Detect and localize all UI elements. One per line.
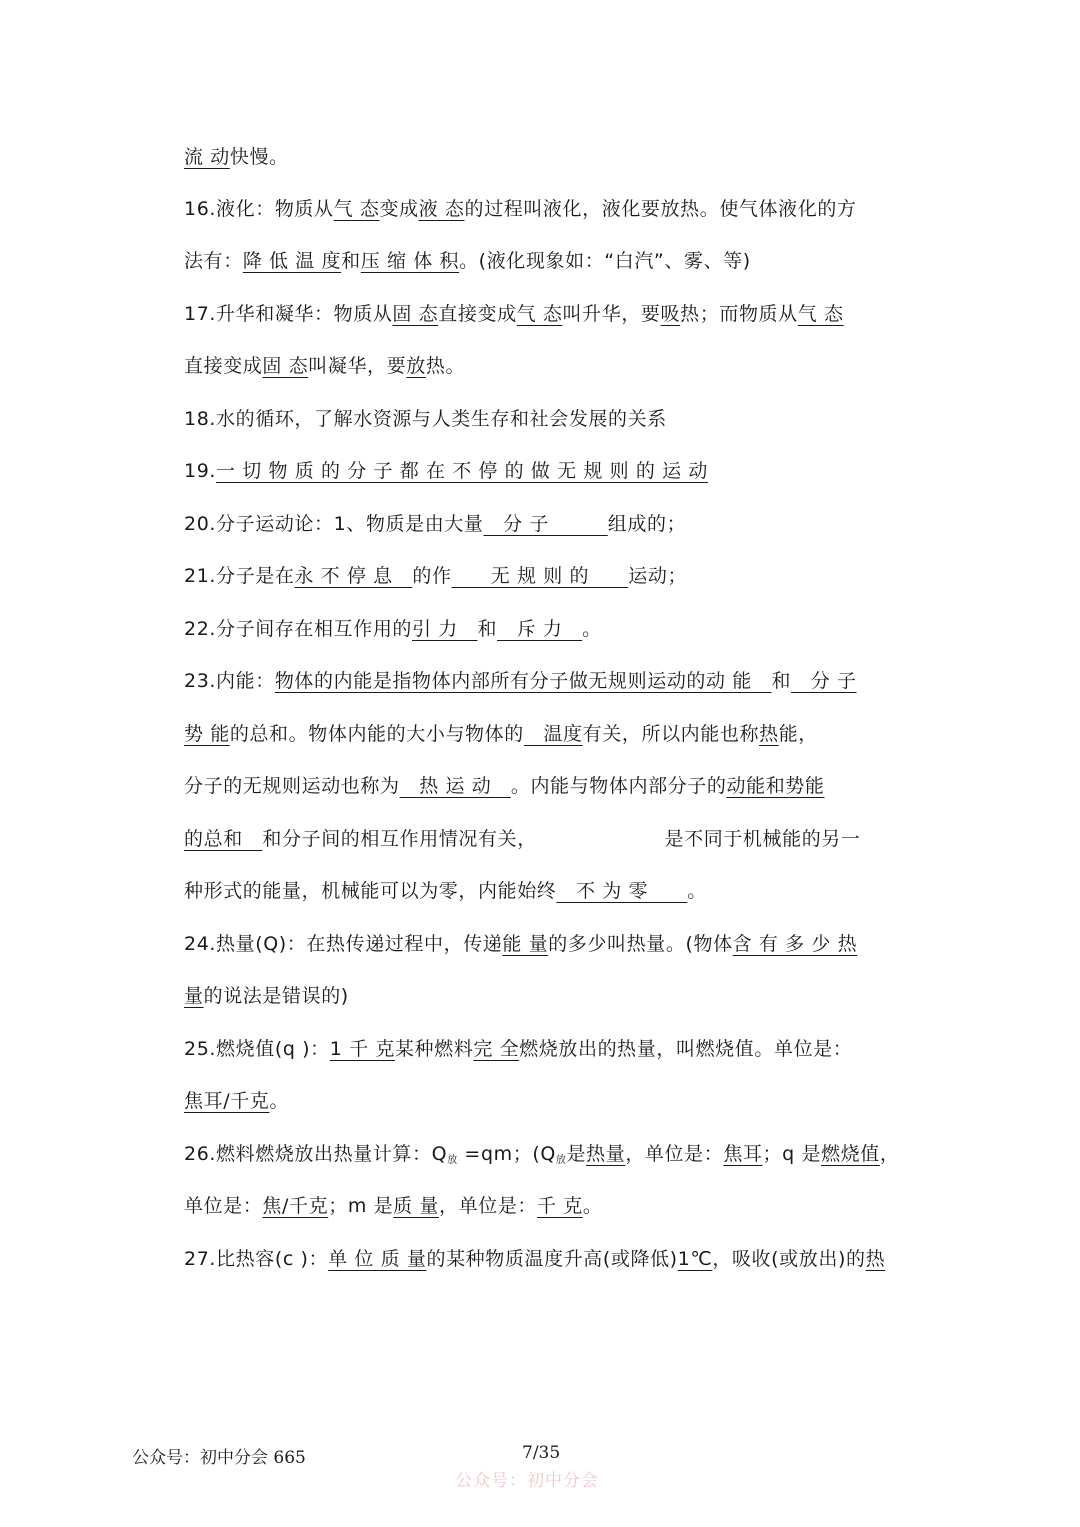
text-segment: 热。: [425, 355, 466, 377]
underlined-answer: 分 子: [483, 513, 608, 535]
text-segment: 种形式的能量，机械能可以为零，内能始终: [184, 880, 557, 902]
underlined-answer: 热量: [586, 1143, 626, 1165]
text-segment: 的总和。物体内能的大小与物体的: [229, 723, 524, 745]
text-segment: 22.分子间存在相互作用的: [184, 618, 413, 640]
text-line: [184, 1137, 904, 1171]
text-segment: 变成: [379, 198, 419, 220]
underlined-answer: 质 量: [393, 1195, 440, 1217]
text-segment: 叫升华，要: [562, 303, 661, 325]
underlined-answer: 分 子: [791, 670, 857, 692]
text-segment: 直接变成: [184, 355, 263, 377]
underlined-answer: 不 为 零: [556, 880, 688, 902]
text-line: [184, 297, 904, 331]
underlined-answer: 量: [184, 985, 204, 1007]
text-segment: 25.燃烧值(q )：: [184, 1038, 330, 1060]
text-segment: ；q 是: [762, 1143, 822, 1165]
underlined-answer: 焦耳/千克: [184, 1090, 270, 1112]
text-segment: 有关，所以内能也称: [582, 723, 760, 745]
text-segment: 的多少叫热量。(物体: [548, 933, 733, 955]
text-segment: 的作: [412, 565, 452, 587]
underlined-answer: 势 能: [184, 723, 230, 745]
text-segment: 。(液化现象如：“白汽”、雾、等): [459, 250, 751, 272]
text-segment: 快慢。: [229, 146, 289, 168]
underlined-answer: 的总和: [184, 828, 263, 850]
text-segment: 17.升华和凝华：物质从: [184, 303, 393, 325]
subscript: 放: [447, 1155, 458, 1166]
footer-account: 公众号：初中分会 665: [132, 1448, 306, 1468]
text-segment: 19.: [184, 460, 217, 482]
watermark: 公众号：初中分会: [455, 1471, 599, 1491]
text-segment: 和: [771, 670, 792, 692]
text-line: [184, 822, 904, 856]
text-line: [184, 1084, 904, 1118]
text-segment: 直接变成: [438, 303, 517, 325]
underlined-answer: 物体的内能是指物体内部所有分子做无规则运动的动 能: [274, 670, 772, 692]
text-segment: 。: [687, 880, 707, 902]
text-segment: 组成的；: [607, 513, 687, 535]
text-segment: 某种燃料: [394, 1038, 474, 1060]
text-line: [184, 507, 904, 541]
text-segment: 26.燃料燃烧放出热量计算：Q: [184, 1143, 448, 1165]
underlined-answer: 温度: [523, 723, 583, 745]
text-line: [184, 1189, 904, 1223]
text-segment: 的某种物质温度升高(或降低): [426, 1248, 678, 1270]
underlined-answer: 一 切 物 质 的 分 子 都 在 不 停 的 做 无 规 则 的 运 动: [216, 460, 708, 482]
text-segment: 是: [566, 1143, 587, 1165]
underlined-answer: 焦耳: [723, 1143, 763, 1165]
underlined-answer: 热: [759, 723, 779, 745]
underlined-answer: 引 力: [412, 618, 478, 640]
text-line: [184, 717, 904, 751]
text-segment: 24.热量(Q)：在热传递过程中，传递: [184, 933, 503, 955]
underlined-answer: 斥 力: [497, 618, 583, 640]
text-segment: 16.液化：物质从: [184, 198, 334, 220]
underlined-answer: 吸: [660, 303, 681, 325]
text-segment: 。: [582, 1195, 603, 1217]
text-segment: 热；而物质从: [680, 303, 798, 325]
text-line: [184, 192, 904, 226]
text-line: [184, 454, 904, 488]
text-segment: 。: [582, 618, 602, 640]
underlined-answer: 1 千 克: [329, 1038, 395, 1060]
underlined-answer: 热: [865, 1248, 886, 1270]
text-line: [184, 402, 904, 436]
text-segment: 20.分子运动论：1、物质是由大量: [184, 513, 484, 535]
underlined-answer: 1℃: [677, 1248, 713, 1270]
text-segment: 运动；: [628, 565, 688, 587]
underlined-answer: 燃烧值: [821, 1143, 880, 1165]
text-line: [184, 349, 904, 383]
text-segment: 单位是：: [184, 1195, 263, 1217]
underlined-answer: 焦/千克: [262, 1195, 329, 1217]
page-number: 7/35: [522, 1443, 561, 1463]
underlined-answer: 永 不 停 息: [294, 565, 413, 587]
text-segment: ，单位是：: [625, 1143, 724, 1165]
underlined-answer: 气 态: [333, 198, 380, 220]
underlined-answer: 固 态: [262, 355, 309, 377]
text-segment: 能，: [778, 723, 818, 745]
text-line: [184, 979, 904, 1013]
subscript: 放: [555, 1155, 567, 1166]
text-segment: ，吸收(或放出)的: [712, 1248, 866, 1270]
text-line: [184, 1242, 904, 1276]
underlined-answer: 降 低 温 度: [242, 250, 342, 272]
underlined-answer: 含 有 多 少 热: [732, 933, 858, 955]
underlined-answer: 热 运 动: [399, 775, 511, 797]
text-line: [184, 1032, 904, 1066]
underlined-answer: 气 态: [797, 303, 844, 325]
text-line: [184, 244, 904, 278]
text-segment: 法有：: [184, 250, 243, 272]
text-segment: 。: [269, 1090, 290, 1112]
text-segment: 27.比热容(c )：: [184, 1248, 329, 1270]
text-line: [184, 664, 904, 698]
underlined-answer: 千 克: [537, 1195, 583, 1217]
underlined-answer: 完 全: [473, 1038, 520, 1060]
text-segment: 的过程叫液化，液化要放热。使气体液化的方: [464, 198, 857, 220]
text-segment: ；m 是: [328, 1195, 394, 1217]
text-segment: 叫凝华，要: [308, 355, 407, 377]
underlined-answer: 液 态: [418, 198, 465, 220]
underlined-answer: 放: [406, 355, 426, 377]
underlined-answer: 单 位 质 量: [328, 1248, 427, 1270]
text-line: [184, 874, 904, 908]
text-segment: 18.水的循环，了解水资源与人类生存和社会发展的关系: [184, 408, 667, 430]
text-segment: 。内能与物体内部分子的: [510, 775, 727, 797]
text-segment: ，: [879, 1143, 900, 1165]
text-segment: 燃烧放出的热量，叫燃烧值。单位是：: [519, 1038, 853, 1060]
underlined-answer: 气 态: [516, 303, 563, 325]
text-line: [184, 927, 904, 961]
text-segment: 和分子间的相互作用情况有关， 是不同于机械能的另一: [262, 828, 861, 850]
text-line: [184, 140, 904, 174]
underlined-answer: 能 量: [502, 933, 549, 955]
underlined-answer: 压 缩 体 积: [360, 250, 460, 272]
text-segment: 和: [477, 618, 498, 640]
underlined-answer: 无 规 则 的: [451, 565, 629, 587]
text-segment: 的说法是错误的): [203, 985, 349, 1007]
text-line: [184, 769, 904, 803]
underlined-answer: 动能和势能: [726, 775, 825, 797]
text-segment: 23.内能：: [184, 670, 275, 692]
text-segment: 和: [341, 250, 361, 272]
text-segment: =qm；(Q: [457, 1143, 556, 1165]
underlined-answer: 固 态: [392, 303, 439, 325]
text-segment: ，单位是：: [439, 1195, 538, 1217]
text-line: [184, 559, 904, 593]
underlined-answer: 流 动: [184, 146, 230, 168]
text-line: [184, 612, 904, 646]
text-segment: 分子的无规则运动也称为: [184, 775, 400, 797]
text-segment: 21.分子是在: [184, 565, 295, 587]
